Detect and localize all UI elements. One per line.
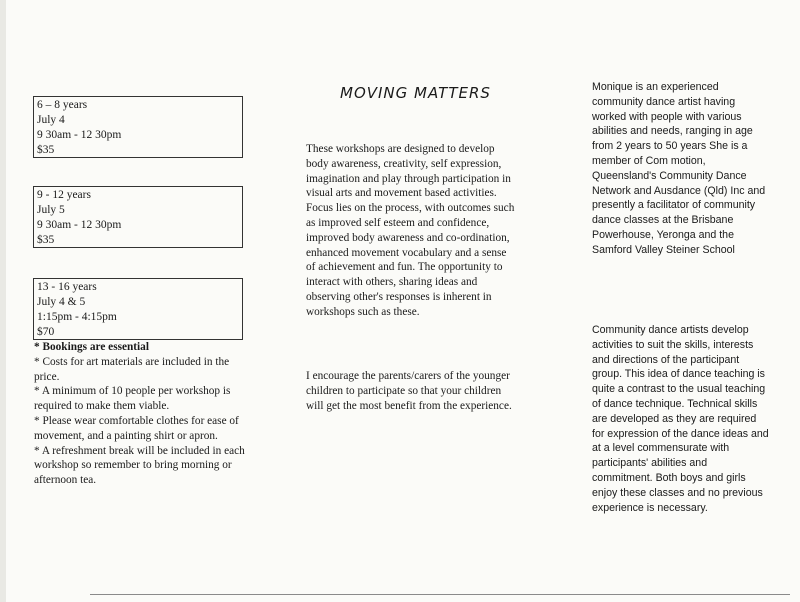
session-time: 9 30am - 12 30pm (37, 129, 122, 141)
session-price: $35 (37, 234, 55, 246)
session-ages: 9 - 12 years (37, 189, 91, 201)
session-time: 1:15pm - 4:15pm (37, 311, 117, 323)
note-costs: * Costs for art materials are included in the price. (34, 355, 230, 383)
session-box-1 (33, 96, 243, 158)
parent-encouragement: I encourage the parents/carers of the younger children to participate so that your children will get the most benefit from the experience. (306, 370, 512, 412)
workshop-description: These workshops are designed to develop body awareness, creativity, self expression, imagination and play through participation in visual arts and movement based activities. Focus lies on the process, with outcomes such as improved self esteem and confidence, improved body awareness and co-ordination, enhanced movement vocabulary and a sense of achievement and fun. The opportunity to interact with others, sharing ideas and observing other's responses is inherent in workshops such as these. (306, 143, 515, 318)
instructor-bio: Monique is an experienced community dance artist having worked with people with various abilities and needs, ranging in age from 2 years to 50 years She is a member of Com motion, Queensland's Community Dance Network and Ausdance (Qld) Inc and presently a facilitator of community dance classes at the Brisbane Powerhouse, Yeronga and the Samford Valley Steiner School (592, 81, 766, 256)
page-title: MOVING MATTERS (340, 84, 491, 102)
session-price: $70 (37, 326, 55, 338)
page-edge (0, 0, 6, 602)
session-date: July 5 (37, 204, 65, 216)
session-date: July 4 (37, 114, 65, 126)
session-ages: 13 - 16 years (37, 281, 97, 293)
session-time: 9 30am - 12 30pm (37, 219, 122, 231)
session-box-3 (33, 278, 243, 340)
session-date: July 4 & 5 (37, 296, 86, 308)
session-ages: 6 – 8 years (37, 99, 88, 111)
note-bookings: * Bookings are essential (34, 341, 149, 353)
session-price: $35 (37, 144, 55, 156)
session-box-2 (33, 186, 243, 248)
bottom-rule (90, 594, 790, 595)
note-refreshment: * A refreshment break will be included in each workshop so remember to bring morning or afternoon tea. (34, 444, 245, 487)
booking-notes (34, 340, 249, 488)
note-minimum: * A minimum of 10 people per workshop is required to make them viable. (34, 385, 231, 413)
community-dance-description: Community dance artists develop activities to suit the skills, interests and directions of the participant group. This idea of dance teaching is quite a contrast to the usual teaching of dance technique. Technical skills are developed as they are required for expression of the dance ideas and at a level commensurate with participants' abilities and commitment. Both boys and girls enjoy these classes and no previous experience is necessary. (592, 324, 769, 514)
note-clothes: * Please wear comfortable clothes for ease of movement, and a painting shirt or apron. (34, 414, 239, 442)
